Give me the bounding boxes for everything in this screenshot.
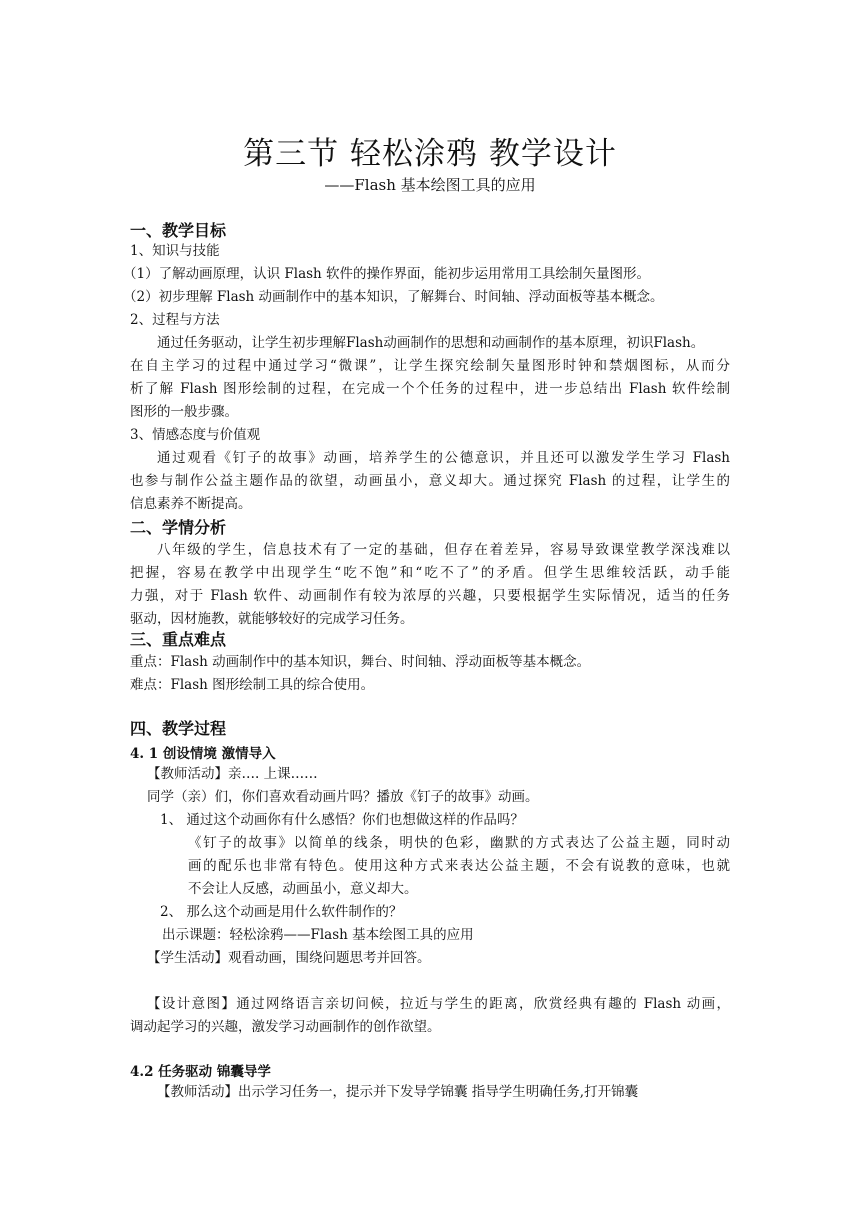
paragraph-line: 难点：Flash 图形绘制工具的综合使用。 [130,677,375,693]
paragraph-line: 重点：Flash 动画制作中的基本知识，舞台、时间轴、浮动面板等基本概念。 [130,654,591,670]
document-subtitle: ——Flash 基本绘图工具的应用 [324,176,536,194]
subheading-process: 2、过程与方法 [130,312,220,328]
paragraph-line: 在自主学习的过程中通过学习“微课”，让学生探究绘制矢量图形时钟和禁烟图标，从而分 [130,358,730,374]
section-heading-process: 四、教学过程 [130,719,227,738]
paragraph-line: 不会让人反感，动画虽小，意义却大。 [188,881,418,897]
paragraph-line: 把握，容易在教学中出现学生“吃不饱”和“吃不了”的矛盾。但学生思维较活跃，动手能 [130,565,730,581]
paragraph-line: 驱动，因材施教，就能够较好的完成学习任务。 [130,611,414,627]
paragraph-line: 【教师活动】亲…. 上课…… [147,766,318,782]
paragraph-line: 通过观看《钉子的故事》动画，培养学生的公德意识，并且还可以激发学生学习 Flash [157,450,730,466]
paragraph-line: 同学（亲）们，你们喜欢看动画片吗？播放《钉子的故事》动画。 [147,789,539,805]
subheading-attitude: 3、情感态度与价值观 [130,427,261,443]
paragraph-line: 析了解 Flash 图形绘制的过程，在完成一个个任务的过程中，进一步总结出 Flash 软件绘制 [130,381,730,397]
paragraph-line: 《钉子的故事》以简单的线条，明快的色彩，幽默的方式表达了公益主题，同时动 [188,835,730,851]
section-heading-objectives: 一、教学目标 [130,221,227,240]
paragraph-line: 【学生活动】观看动画，围绕问题思考并回答。 [147,950,431,966]
paragraph-line: 【设计意图】通过网络语言亲切问候，拉近与学生的距离，欣赏经典有趣的 Flash 动画， [147,996,730,1012]
section-heading-analysis: 二、学情分析 [130,518,227,537]
paragraph-line: 力强，对于 Flash 软件、动画制作有较为浓厚的兴趣，只要根据学生实际情况，适当的任务 [130,588,730,604]
paragraph-line: 调动起学习的兴趣，激发学习动画制作的创作欲望。 [130,1019,441,1035]
paragraph-line: 通过任务驱动，让学生初步理解Flash动画制作的思想和动画制作的基本原理，初识Flash。 [157,335,705,351]
paragraph-line: （1）了解动画原理，认识 Flash 软件的操作界面，能初步运用常用工具绘制矢量图形。 [123,266,651,282]
paragraph-line: 八年级的学生，信息技术有了一定的基础，但存在着差异，容易导致课堂教学深浅难以 [157,542,730,558]
paragraph-line: 出示课题：轻松涂鸦——Flash 基本绘图工具的应用 [162,927,474,943]
section-heading-key-points: 三、重点难点 [130,630,227,649]
list-item: 1、 通过这个动画你有什么感悟？你们也想做这样的作品吗？ [160,812,524,828]
list-item: 2、 那么这个动画是用什么软件制作的？ [160,904,403,920]
paragraph-line: 画的配乐也非常有特色。使用这种方式来表达公益主题，不会有说教的意味，也就 [188,858,730,874]
paragraph-line: 信息素养不断提高。 [130,496,252,512]
paragraph-line: （2）初步理解 Flash 动画制作中的基本知识，了解舞台、时间轴、浮动面板等基本概念。 [123,289,664,305]
subsection-heading: 4. 1 创设情境 激情导入 [130,746,276,762]
paragraph-line: 【教师活动】出示学习任务一，提示并下发导学锦囊 指导学生明确任务,打开锦囊 [157,1084,639,1100]
subsection-heading: 4.2 任务驱动 锦囊导学 [130,1064,271,1080]
paragraph-line: 图形的一般步骤。 [130,404,238,420]
subheading-knowledge: 1、知识与技能 [130,243,220,259]
paragraph-line: 也参与制作公益主题作品的欲望，动画虽小，意义却大。通过探究 Flash 的过程，让学生的 [130,473,730,489]
document-title: 第三节 轻松涂鸦 教学设计 [243,136,617,172]
